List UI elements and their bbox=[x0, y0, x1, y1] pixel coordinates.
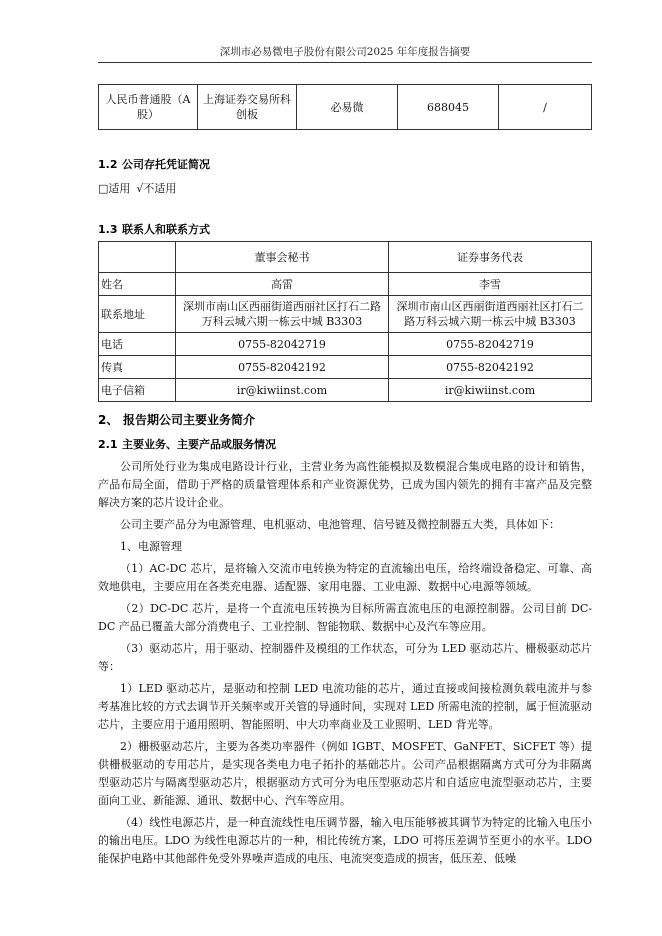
table-row bbox=[99, 85, 592, 130]
stock-code-cell: 688045 bbox=[398, 85, 499, 130]
representative-value: 深圳市南山区西丽街道西丽社区打石二路万科云城六期一栋云中城 B3303 bbox=[389, 296, 592, 333]
applicable-option: □适用 bbox=[98, 182, 131, 195]
section-number: 1.2 bbox=[98, 158, 118, 171]
secretary-value: 0755-82042719 bbox=[176, 333, 389, 356]
exchange-cell: 上海证券交易所科创板 bbox=[198, 85, 297, 130]
contact-table bbox=[98, 241, 592, 402]
paragraph: （1）AC-DC 芯片，是将输入交流市电转换为特定的直流输出电压，给终端设备稳定、可靠、高效地供电，主要应用在各类充电器、适配器、家用电器、工业电源、数据中心电源等领域。 bbox=[98, 562, 592, 593]
header-cell-blank bbox=[99, 242, 176, 273]
paragraph: （2）DC-DC 芯片，是将一个直流电压转换为目标所需直流电压的电源控制器。公司目前 DC-DC 产品已覆盖大部分消费电子、工业控制、智能物联、数据中心及汽车等应用。 bbox=[98, 602, 592, 633]
representative-value: 李雪 bbox=[389, 273, 592, 296]
row-label: 姓名 bbox=[99, 273, 176, 296]
section-2-heading bbox=[98, 411, 255, 428]
section-title: 报告期公司主要业务简介 bbox=[123, 413, 256, 427]
section-title: 公司存托凭证简况 bbox=[122, 158, 210, 171]
section-number: 2.1 bbox=[98, 438, 118, 451]
previous-name-cell: / bbox=[499, 85, 592, 130]
row-label: 联系地址 bbox=[99, 296, 176, 333]
secretary-value: 高雷 bbox=[176, 273, 389, 296]
paragraph: （4）线性电源芯片，是一种直流线性电压调节器，输入电压能够被其调节为特定的比输入电压小的输出电压。LDO 为线性电源芯片的一种，相比传统方案，LDO 可将压差调节至更小的水平。LDO 能保护电路中其他部件免受外界噪声造成的电压、电流突变造成的损害，低压差、低噪 bbox=[98, 816, 592, 865]
table-row bbox=[99, 273, 592, 296]
page-header: 深圳市必易微电子股份有限公司2025 年年度报告摘要 bbox=[219, 46, 471, 58]
stock-table bbox=[98, 84, 592, 130]
applicability-options bbox=[98, 180, 182, 196]
section-2-1-heading bbox=[98, 436, 276, 452]
paragraph: （3）驱动芯片，用于驱动、控制器件及模组的工作状态，可分为 LED 驱动芯片、栅极驱动芯片等： bbox=[98, 642, 592, 673]
not-applicable-option: √不适用 bbox=[136, 182, 177, 195]
stock-name-cell: 必易微 bbox=[297, 85, 398, 130]
section-number: 1.3 bbox=[98, 223, 118, 236]
row-label: 电话 bbox=[99, 333, 176, 356]
header-rule bbox=[98, 62, 592, 63]
paragraph: 公司主要产品分为电源管理、电机驱动、电池管理、信号链及微控制器五大类，具体如下： bbox=[120, 518, 560, 531]
paragraph: 公司所处行业为集成电路设计行业，主营业务为高性能模拟及数模混合集成电路的设计和销售，产品布局全面，借助于严格的质量管理体系和产业资源优势，已成为国内领先的拥有丰富产品及完整解决方案的芯片设计企业。 bbox=[98, 460, 592, 509]
table-row bbox=[99, 333, 592, 356]
row-label: 传真 bbox=[99, 356, 176, 379]
header-cell-representative: 证券事务代表 bbox=[389, 242, 592, 273]
secretary-value: 0755-82042192 bbox=[176, 356, 389, 379]
row-label: 电子信箱 bbox=[99, 379, 176, 402]
section-1-2-heading bbox=[98, 156, 210, 172]
table-row bbox=[99, 296, 592, 333]
stock-type-cell: 人民币普通股（A股） bbox=[99, 85, 198, 130]
section-title: 联系人和联系方式 bbox=[122, 223, 210, 236]
paragraph: 2）栅极驱动芯片，主要为各类功率器件（例如 IGBT、MOSFET、GaNFET、SiCFET 等）提供栅极驱动的专用芯片，是实现各类电力电子拓扑的基础芯片。公司产品根据隔离方式可分为非隔离型驱动芯片与隔离型驱动芯片，根据驱动方式可分为电压型驱动芯片和自适应电流型驱动芯片，主要面向工业、新能源、通讯、数据中心、汽车等应用。 bbox=[98, 740, 592, 807]
header-cell-secretary: 董事会秘书 bbox=[176, 242, 389, 273]
paragraph: 1）LED 驱动芯片，是驱动和控制 LED 电流功能的芯片，通过直接或间接检测负载电流并与参考基准比较的方式去调节开关频率或开关管的导通时间，实现对 LED 所需电流的控制，属于恒流驱动芯片，主要应用于通用照明、智能照明、中大功率商业及工业照明、LED 背光等。 bbox=[98, 682, 592, 731]
table-header-row bbox=[99, 242, 592, 273]
business-text bbox=[98, 458, 592, 868]
secretary-value: ir@kiwiinst.com bbox=[176, 379, 389, 402]
section-1-3-heading bbox=[98, 221, 210, 237]
paragraph: 1、电源管理 bbox=[120, 540, 182, 553]
section-title: 主要业务、主要产品或服务情况 bbox=[122, 438, 276, 451]
table-row bbox=[99, 356, 592, 379]
table-row bbox=[99, 379, 592, 402]
representative-value: ir@kiwiinst.com bbox=[389, 379, 592, 402]
representative-value: 0755-82042192 bbox=[389, 356, 592, 379]
section-number: 2、 bbox=[98, 413, 119, 427]
secretary-value: 深圳市南山区西丽街道西丽社区打石二路万科云城六期一栋云中城 B3303 bbox=[176, 296, 389, 333]
representative-value: 0755-82042719 bbox=[389, 333, 592, 356]
